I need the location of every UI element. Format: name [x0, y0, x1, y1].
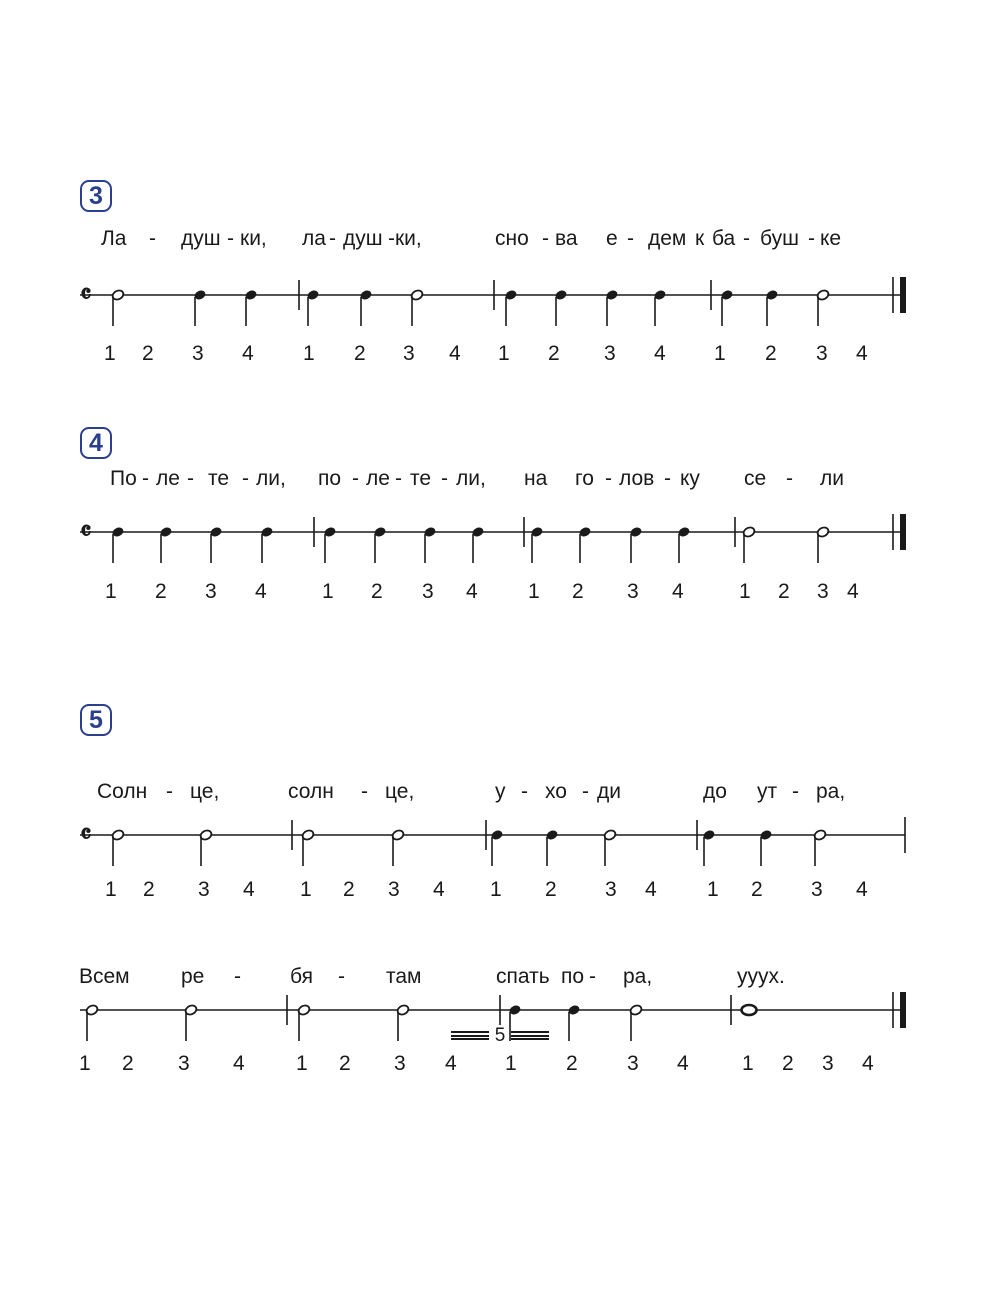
half-note	[391, 829, 405, 866]
half-note	[111, 289, 125, 326]
half-note	[816, 289, 830, 326]
beat-count: 2	[354, 342, 366, 365]
lyric-syllable: ва	[555, 227, 578, 250]
lyric-syllable: буш	[760, 227, 799, 250]
quarter-note	[244, 289, 258, 326]
lyric-syllable: те	[410, 467, 432, 490]
lyric-syllable: По	[110, 467, 137, 490]
half-note	[603, 829, 617, 866]
lyric-syllable: хо	[545, 780, 567, 803]
quarter-note	[578, 526, 592, 563]
lyric-hyphen: -	[234, 965, 241, 988]
beat-count: 2	[142, 342, 154, 365]
beat-count: 1	[105, 580, 117, 603]
lyric-syllable: к	[695, 227, 705, 250]
lyric-syllable: ку	[680, 467, 700, 490]
beat-count: 3	[422, 580, 434, 603]
lyric-hyphen: -	[338, 965, 345, 988]
lyric-hyphen: -	[352, 467, 359, 490]
page-number-text: 5	[494, 1025, 506, 1046]
lyric-hyphen: -	[792, 780, 799, 803]
beat-count: 3	[627, 580, 639, 603]
lyric-hyphen: -	[786, 467, 793, 490]
lyric-syllable: ба	[712, 227, 736, 250]
beat-count: 1	[105, 878, 117, 901]
time-signature-common: 𝄴	[80, 517, 92, 547]
beat-count: 2	[143, 878, 155, 901]
rhythm-staff	[0, 795, 1000, 875]
beat-count: 2	[122, 1052, 134, 1075]
quarter-note	[359, 289, 373, 326]
quarter-note	[759, 829, 773, 866]
quarter-note	[605, 289, 619, 326]
lyric-hyphen: -	[605, 467, 612, 490]
lyric-hyphen: -	[187, 467, 194, 490]
half-note	[813, 829, 827, 866]
lyric-syllable: дем	[648, 227, 687, 250]
beat-count: 2	[778, 580, 790, 603]
beat-count: 3	[604, 342, 616, 365]
lyric-syllable: ла	[302, 227, 326, 250]
lyric-hyphen: -	[664, 467, 671, 490]
beat-count: 4	[233, 1052, 245, 1075]
quarter-note	[629, 526, 643, 563]
beat-count: 4	[243, 878, 255, 901]
beat-count: 1	[296, 1052, 308, 1075]
lyric-syllable: ки,	[240, 227, 267, 250]
beat-count: 4	[654, 342, 666, 365]
lyric-hyphen: -	[582, 780, 589, 803]
lyric-syllable: Всем	[79, 965, 130, 988]
lyric-hyphen: -	[395, 467, 402, 490]
half-note	[111, 829, 125, 866]
lyric-syllable: ра,	[816, 780, 846, 803]
quarter-note	[720, 289, 734, 326]
quarter-note	[260, 526, 274, 563]
quarter-note	[193, 289, 207, 326]
beat-count: 3	[388, 878, 400, 901]
lyric-hyphen: -	[441, 467, 448, 490]
quarter-note	[530, 526, 544, 563]
exercise-number-badge: 5	[80, 704, 112, 736]
beat-count: 2	[782, 1052, 794, 1075]
beat-count: 3	[817, 580, 829, 603]
beat-count: 1	[528, 580, 540, 603]
quarter-note	[111, 526, 125, 563]
lyric-hyphen: -	[329, 227, 336, 250]
beat-count: 4	[445, 1052, 457, 1075]
lyric-syllable: го	[575, 467, 594, 490]
quarter-note	[490, 829, 504, 866]
lyric-syllable: на	[524, 467, 548, 490]
beat-count: 4	[856, 878, 868, 901]
lyric-syllable: бя	[290, 965, 313, 988]
beat-count: 2	[343, 878, 355, 901]
rhythm-staff	[0, 492, 1000, 572]
half-note	[410, 289, 424, 326]
lyric-syllable: ли,	[256, 467, 286, 490]
beat-count: 3	[605, 878, 617, 901]
beat-count: 4	[433, 878, 445, 901]
lyric-syllable: ке	[820, 227, 842, 250]
lyric-syllable: душ	[181, 227, 221, 250]
lyric-syllable: Солн	[97, 780, 148, 803]
beat-count: 1	[505, 1052, 517, 1075]
beat-count: 3	[198, 878, 210, 901]
beat-count: 2	[566, 1052, 578, 1075]
beat-count: 4	[449, 342, 461, 365]
beat-count: 1	[739, 580, 751, 603]
quarter-note	[554, 289, 568, 326]
beat-count: 3	[205, 580, 217, 603]
half-note	[742, 526, 756, 563]
lyric-syllable: ле	[366, 467, 390, 490]
quarter-note	[677, 526, 691, 563]
beat-count: 1	[104, 342, 116, 365]
beat-count: 1	[707, 878, 719, 901]
lyric-hyphen: -	[227, 227, 234, 250]
time-signature-common: 𝄴	[80, 280, 92, 310]
beat-count: 2	[572, 580, 584, 603]
beat-count: 1	[322, 580, 334, 603]
beat-count: 4	[677, 1052, 689, 1075]
lyric-syllable: там	[386, 965, 422, 988]
lyric-syllable: у	[495, 780, 506, 803]
beat-count: 2	[339, 1052, 351, 1075]
lyric-syllable: солн	[288, 780, 334, 803]
beat-count: 2	[751, 878, 763, 901]
rhythm-staff	[0, 255, 1000, 335]
lyric-syllable: спать	[496, 965, 550, 988]
lyric-syllable: це,	[385, 780, 415, 803]
page-number-ornament-left	[451, 1031, 489, 1040]
lyric-hyphen: -	[149, 227, 156, 250]
lyric-syllable: ле	[156, 467, 180, 490]
beat-count: 4	[672, 580, 684, 603]
quarter-note	[373, 526, 387, 563]
lyric-syllable: сно	[495, 227, 529, 250]
beat-count: 3	[627, 1052, 639, 1075]
lyric-hyphen: -	[361, 780, 368, 803]
lyric-syllable: це,	[190, 780, 220, 803]
beat-count: 3	[394, 1052, 406, 1075]
lyric-syllable: се	[744, 467, 767, 490]
quarter-note	[209, 526, 223, 563]
lyric-hyphen: -	[242, 467, 249, 490]
quarter-note	[653, 289, 667, 326]
lyric-hyphen: -	[142, 467, 149, 490]
lyric-hyphen: -	[521, 780, 528, 803]
page-number-ornament-right	[511, 1031, 549, 1040]
beat-count: 3	[403, 342, 415, 365]
lyric-syllable: ра,	[623, 965, 653, 988]
beat-count: 2	[548, 342, 560, 365]
lyric-syllable: Ла	[101, 227, 127, 250]
exercise-number-badge: 4	[80, 427, 112, 459]
lyric-syllable: ли,	[456, 467, 486, 490]
lyric-syllable: до	[703, 780, 727, 803]
whole-note	[742, 1005, 757, 1015]
beat-count: 4	[856, 342, 868, 365]
quarter-note	[504, 289, 518, 326]
beat-count: 4	[847, 580, 859, 603]
quarter-note	[306, 289, 320, 326]
beat-count: 2	[765, 342, 777, 365]
beat-count: 4	[255, 580, 267, 603]
beat-count: 3	[816, 342, 828, 365]
beat-count: 1	[79, 1052, 91, 1075]
beat-count: 4	[466, 580, 478, 603]
beat-count: 1	[490, 878, 502, 901]
beat-count: 1	[742, 1052, 754, 1075]
lyric-syllable: ууух.	[737, 965, 785, 988]
beat-count: 1	[303, 342, 315, 365]
beat-count: 3	[822, 1052, 834, 1075]
beat-count: 1	[714, 342, 726, 365]
time-signature-common: 𝄴	[80, 820, 92, 850]
half-note	[301, 829, 315, 866]
lyric-syllable: ут	[757, 780, 778, 803]
lyric-syllable: по	[561, 965, 585, 988]
lyric-syllable: лов	[619, 467, 655, 490]
lyric-hyphen: -	[542, 227, 549, 250]
half-note	[199, 829, 213, 866]
lyric-syllable: душ	[343, 227, 383, 250]
quarter-note	[159, 526, 173, 563]
lyric-hyphen: -	[627, 227, 634, 250]
lyric-syllable: по	[318, 467, 342, 490]
beat-count: 3	[192, 342, 204, 365]
quarter-note	[702, 829, 716, 866]
quarter-note	[423, 526, 437, 563]
lyric-hyphen: -	[743, 227, 750, 250]
half-note	[816, 526, 830, 563]
page-number	[0, 1026, 1000, 1046]
quarter-note	[323, 526, 337, 563]
lyric-hyphen: -	[808, 227, 815, 250]
quarter-note	[545, 829, 559, 866]
lyric-syllable: е	[606, 227, 618, 250]
beat-count: 1	[300, 878, 312, 901]
beat-count: 2	[155, 580, 167, 603]
lyric-syllable: ре	[181, 965, 205, 988]
beat-count: 2	[371, 580, 383, 603]
lyric-syllable: -ки,	[388, 227, 422, 250]
beat-count: 4	[242, 342, 254, 365]
beat-count: 1	[498, 342, 510, 365]
lyric-hyphen: -	[166, 780, 173, 803]
lyric-syllable: ли	[820, 467, 844, 490]
lyric-syllable: те	[208, 467, 230, 490]
lyric-syllable: ди	[597, 780, 621, 803]
beat-count: 2	[545, 878, 557, 901]
beat-count: 4	[645, 878, 657, 901]
beat-count: 3	[811, 878, 823, 901]
beat-count: 4	[862, 1052, 874, 1075]
exercise-number-badge: 3	[80, 180, 112, 212]
quarter-note	[471, 526, 485, 563]
lyric-hyphen: -	[589, 965, 596, 988]
beat-count: 3	[178, 1052, 190, 1075]
quarter-note	[765, 289, 779, 326]
